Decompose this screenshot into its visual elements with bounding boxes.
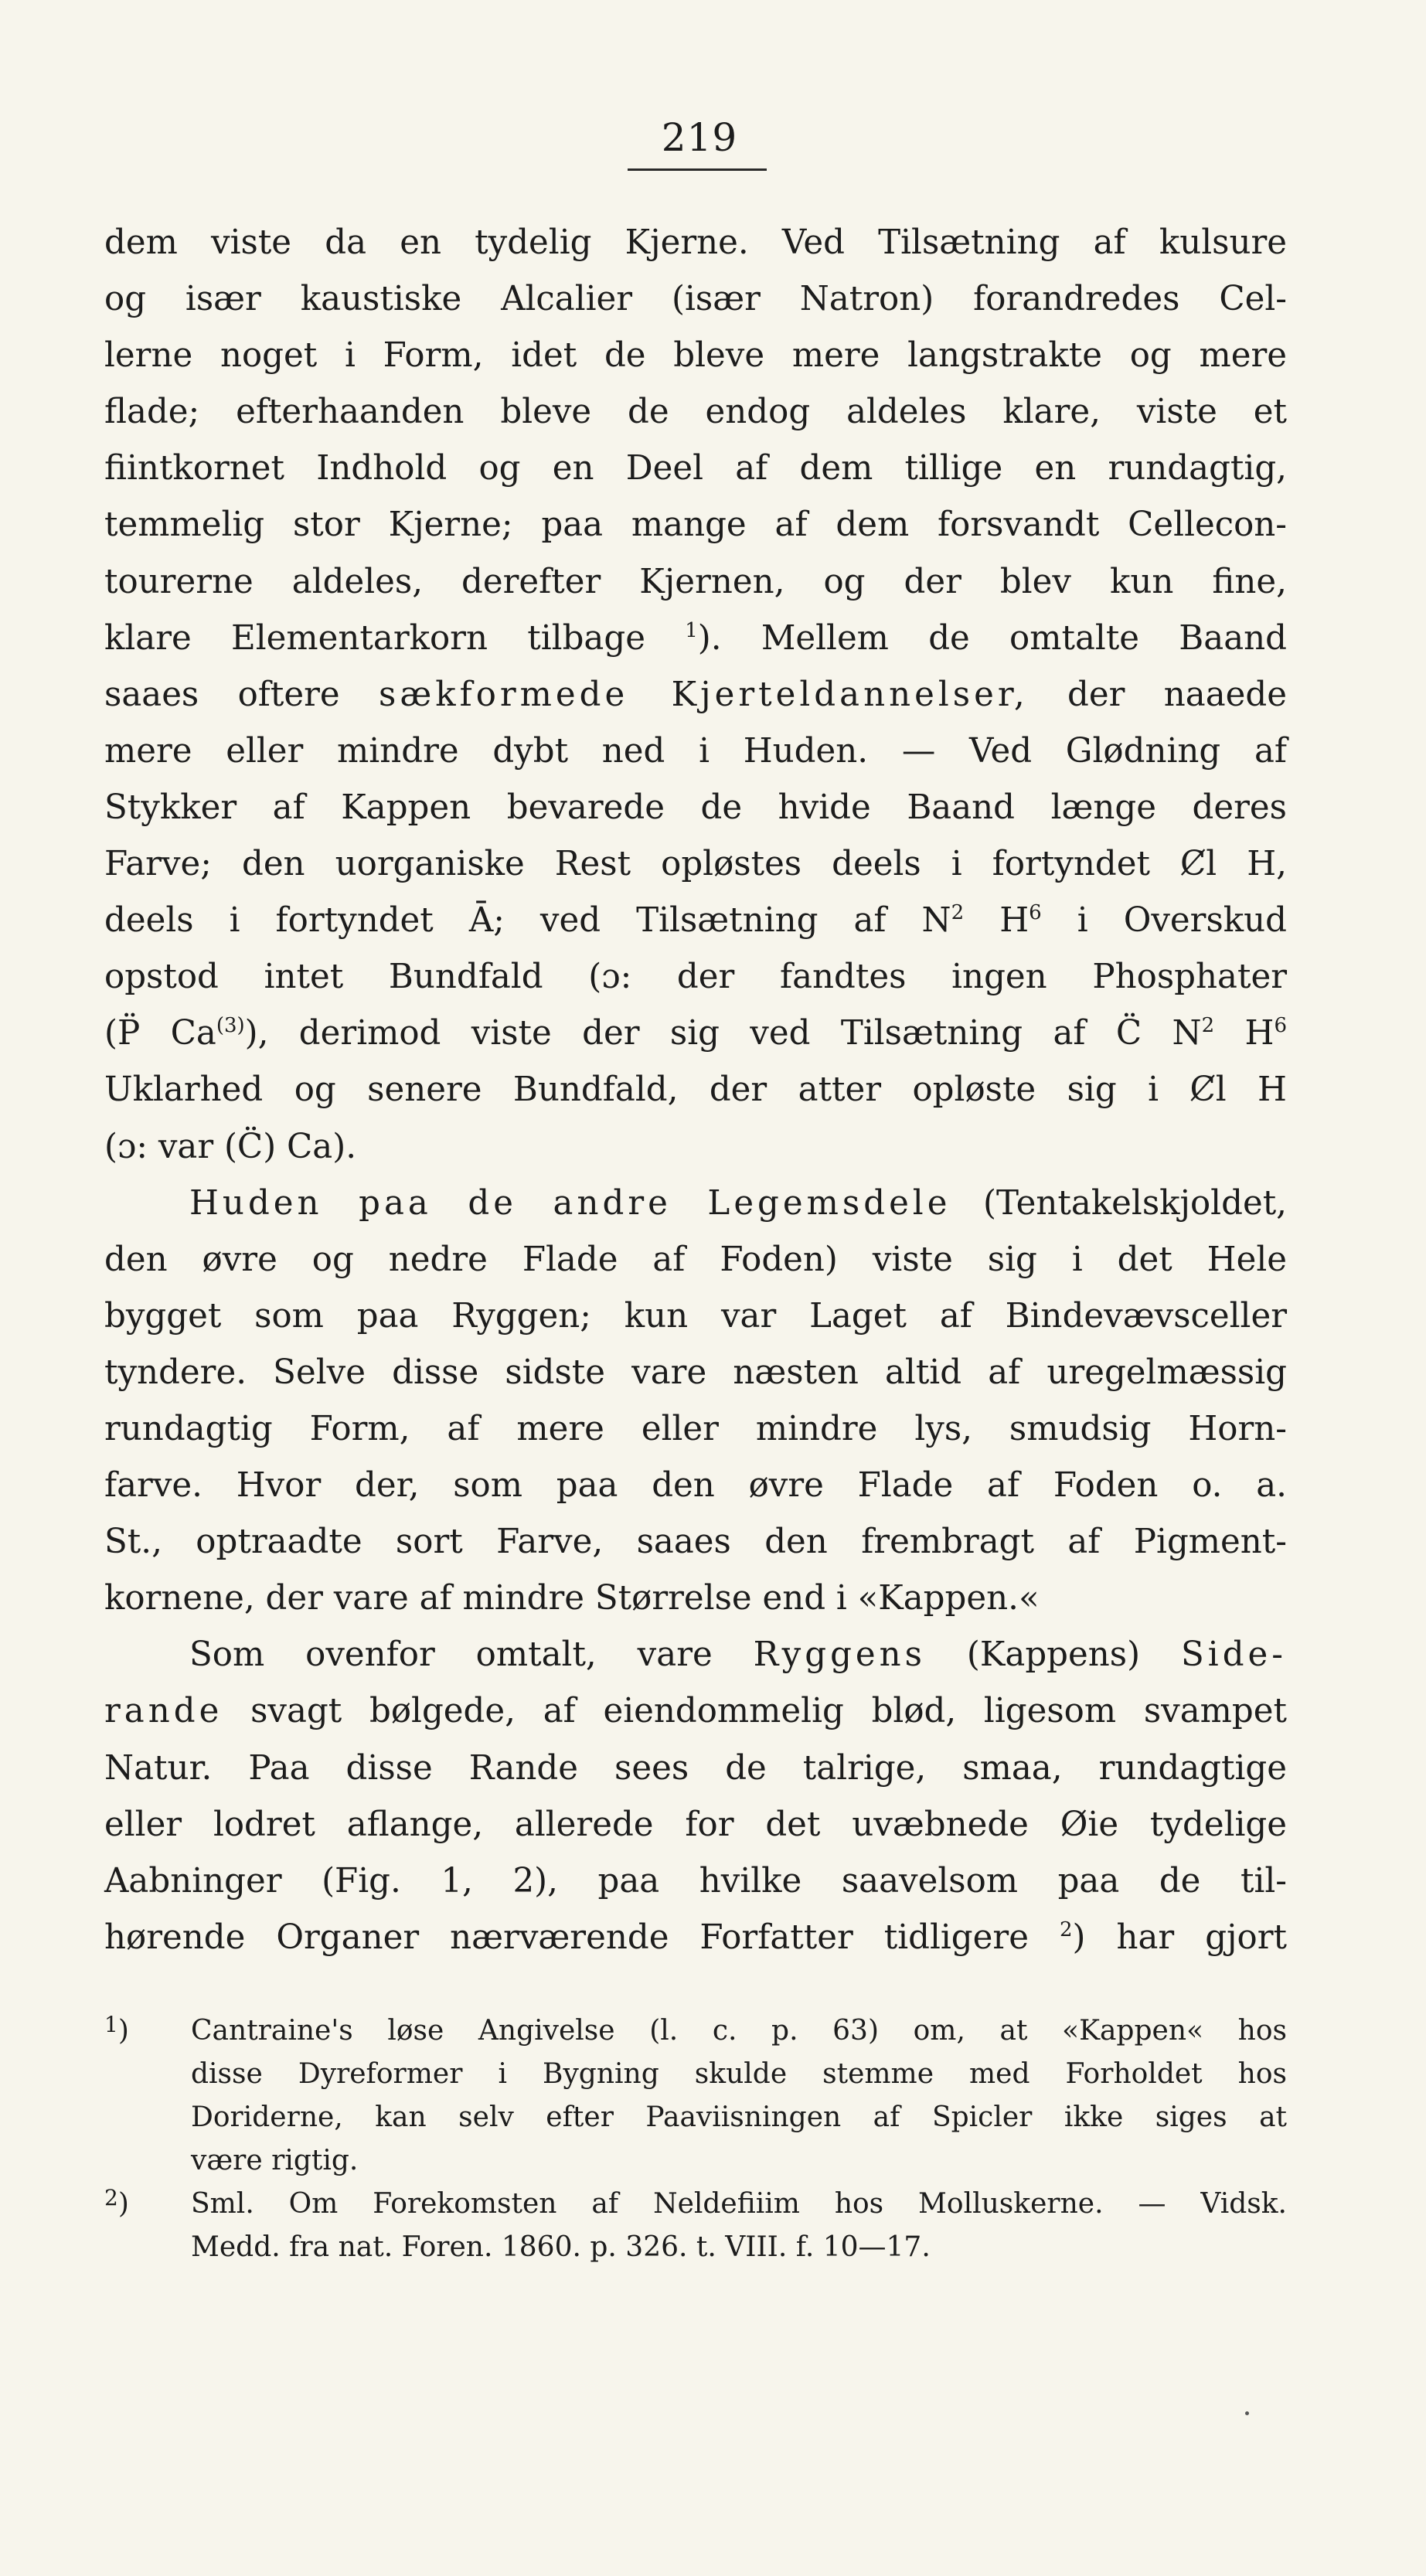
text-line: Stykker af Kappen bevarede de hvide Baand længe deres bbox=[104, 788, 1287, 827]
text-line bbox=[104, 667, 1287, 723]
text-line: temmelig stor Kjerne; paa mange af dem forsvandt Cellecon- bbox=[104, 505, 1287, 545]
text-line: eller lodret aflange, allerede for det uvæbnede Øie tydelige bbox=[104, 1805, 1287, 1844]
text-span: svagt bølgede, af eiendommelig blød, ligesom svampet bbox=[250, 1692, 1288, 1731]
footnote-line: Doriderne, kan selv efter Paaviisningen af Spicler ikke siges at bbox=[191, 2101, 1287, 2133]
text-line bbox=[104, 1006, 1287, 1062]
footnote-text: Cantraine's løse Angivelse (l. c. p. 63) om, at «Kappen« hos bbox=[191, 2015, 1287, 2047]
text-span: der naaede bbox=[1067, 675, 1287, 714]
footnote-ref: 2 bbox=[1059, 1918, 1073, 1941]
footnote-line: Medd. fra nat. Foren. 1860. p. 326. t. VIII. f. 10—17. bbox=[191, 2231, 931, 2263]
text-span: ), derimod viste der sig ved Tilsætning af C̈ N bbox=[244, 1014, 1202, 1053]
text-span: (Kappens) bbox=[966, 1635, 1141, 1675]
text-line: kornene, der vare af mindre Størrelse end i «Kappen.« bbox=[104, 1579, 1040, 1618]
text-line bbox=[104, 1683, 1287, 1740]
text-line: flade; efterhaanden bleve de endog aldeles klare, viste et bbox=[104, 393, 1287, 432]
text-line: Uklarhed og senere Bundfald, der atter opløste sig i Ȼl H bbox=[104, 1070, 1287, 1110]
superscript: 6 bbox=[1274, 1014, 1287, 1038]
text-span: ). Mellem de omtalte Baand bbox=[697, 618, 1288, 658]
text-span: saaes oftere bbox=[104, 675, 340, 714]
text-span: i Overskud bbox=[1041, 901, 1288, 941]
footnotes bbox=[104, 2009, 1287, 2269]
text-line bbox=[104, 893, 1287, 949]
footnote-line bbox=[104, 2183, 1287, 2226]
text-line: (ɔ: var (C̈) Ca). bbox=[104, 1127, 357, 1166]
text-line: rundagtig Form, af mere eller mindre lys, smudsig Horn- bbox=[104, 1409, 1287, 1448]
body-text bbox=[104, 215, 1287, 1966]
text-line: Farve; den uorganiske Rest opløstes deels i fortyndet Ȼl H, bbox=[104, 845, 1287, 884]
footnote-line bbox=[104, 2009, 1287, 2053]
superscript: (3) bbox=[216, 1014, 245, 1038]
superscript: 2 bbox=[1201, 1014, 1215, 1038]
text-span: ) har gjort bbox=[1072, 1918, 1288, 1957]
text-span: Som ovenfor omtalt, vare bbox=[189, 1635, 713, 1675]
text-line bbox=[104, 611, 1287, 667]
text-line: Natur. Paa disse Rande sees de talrige, smaa, rundagtige bbox=[104, 1748, 1287, 1788]
text-line: opstod intet Bundfald (ɔ: der fandtes ingen Phosphater bbox=[104, 958, 1287, 997]
print-speck bbox=[1245, 2411, 1249, 2415]
footnote-number: 1 bbox=[104, 2012, 118, 2037]
text-span: hørende Organer nærværende Forfatter tidligere bbox=[104, 1918, 1029, 1957]
text-line: dem viste da en tydelig Kjerne. Ved Tilsætning af kulsure bbox=[104, 223, 1287, 262]
text-line: og især kaustiske Alcalier (især Natron) forandredes Cel- bbox=[104, 280, 1287, 319]
footnote-marker: $^2$) bbox=[104, 2185, 129, 2220]
text-span: (Tentakelskjoldet, bbox=[983, 1183, 1287, 1223]
footnote-line: være rigtig. bbox=[191, 2145, 359, 2176]
footnote-ref: 1 bbox=[685, 618, 698, 642]
text-line: tourerne aldeles, derefter Kjernen, og der blev kun fine, bbox=[104, 562, 1287, 601]
text-line: tyndere. Selve disse sidste vare næsten altid af uregelmæssig bbox=[104, 1353, 1287, 1392]
text-line: lerne noget i Form, idet de bleve mere langstrakte og mere bbox=[104, 336, 1287, 376]
emphasis-spaced: Huden paa de andre Legemsdele bbox=[189, 1183, 951, 1223]
footnote-line: disse Dyreformer i Bygning skulde stemme med Forholdet hos bbox=[191, 2058, 1287, 2090]
text-line: Aabninger (Fig. 1, 2), paa hvilke saavelsom paa de til- bbox=[104, 1861, 1287, 1901]
text-line: farve. Hvor der, som paa den øvre Flade af Foden o. a. bbox=[104, 1466, 1287, 1506]
footnote-text: Sml. Om Forekomsten af Neldefiiim hos Molluskerne. — Vidsk. bbox=[191, 2188, 1287, 2220]
text-line bbox=[104, 1176, 1287, 1232]
footnote-marker: $^1$) bbox=[104, 2012, 129, 2047]
superscript: 6 bbox=[1029, 901, 1042, 925]
footnote-number: 2 bbox=[104, 2185, 118, 2210]
text-line: den øvre og nedre Flade af Foden) viste sig i det Hele bbox=[104, 1240, 1287, 1279]
page-number-rule bbox=[628, 168, 767, 171]
text-span: klare Elementarkorn tilbage bbox=[104, 618, 645, 658]
text-line bbox=[104, 1910, 1287, 1966]
text-span: H bbox=[964, 901, 1030, 941]
text-span: H bbox=[1214, 1014, 1275, 1053]
text-span: (P̈ Ca bbox=[104, 1014, 216, 1053]
emphasis-spaced: Side- bbox=[1181, 1635, 1287, 1675]
text-span: deels i fortyndet Ā; ved Tilsætning af N bbox=[104, 901, 951, 941]
text-line: mere eller mindre dybt ned i Huden. — Ved Glødning af bbox=[104, 731, 1287, 771]
superscript: 2 bbox=[951, 901, 965, 925]
emphasis-spaced: Ryggens bbox=[753, 1635, 926, 1675]
text-line: bygget som paa Ryggen; kun var Laget af Bindevævsceller bbox=[104, 1296, 1287, 1336]
text-line: St., optraadte sort Farve, saaes den frembragt af Pigment- bbox=[104, 1523, 1287, 1562]
text-line bbox=[104, 1627, 1287, 1683]
text-line: fiintkornet Indhold og en Deel af dem tillige en rundagtig, bbox=[104, 449, 1287, 488]
emphasis-spaced: sækformede Kjerteldannelser, bbox=[379, 675, 1029, 714]
emphasis-spaced: rande bbox=[104, 1692, 223, 1731]
page-number: 219 bbox=[661, 115, 738, 160]
